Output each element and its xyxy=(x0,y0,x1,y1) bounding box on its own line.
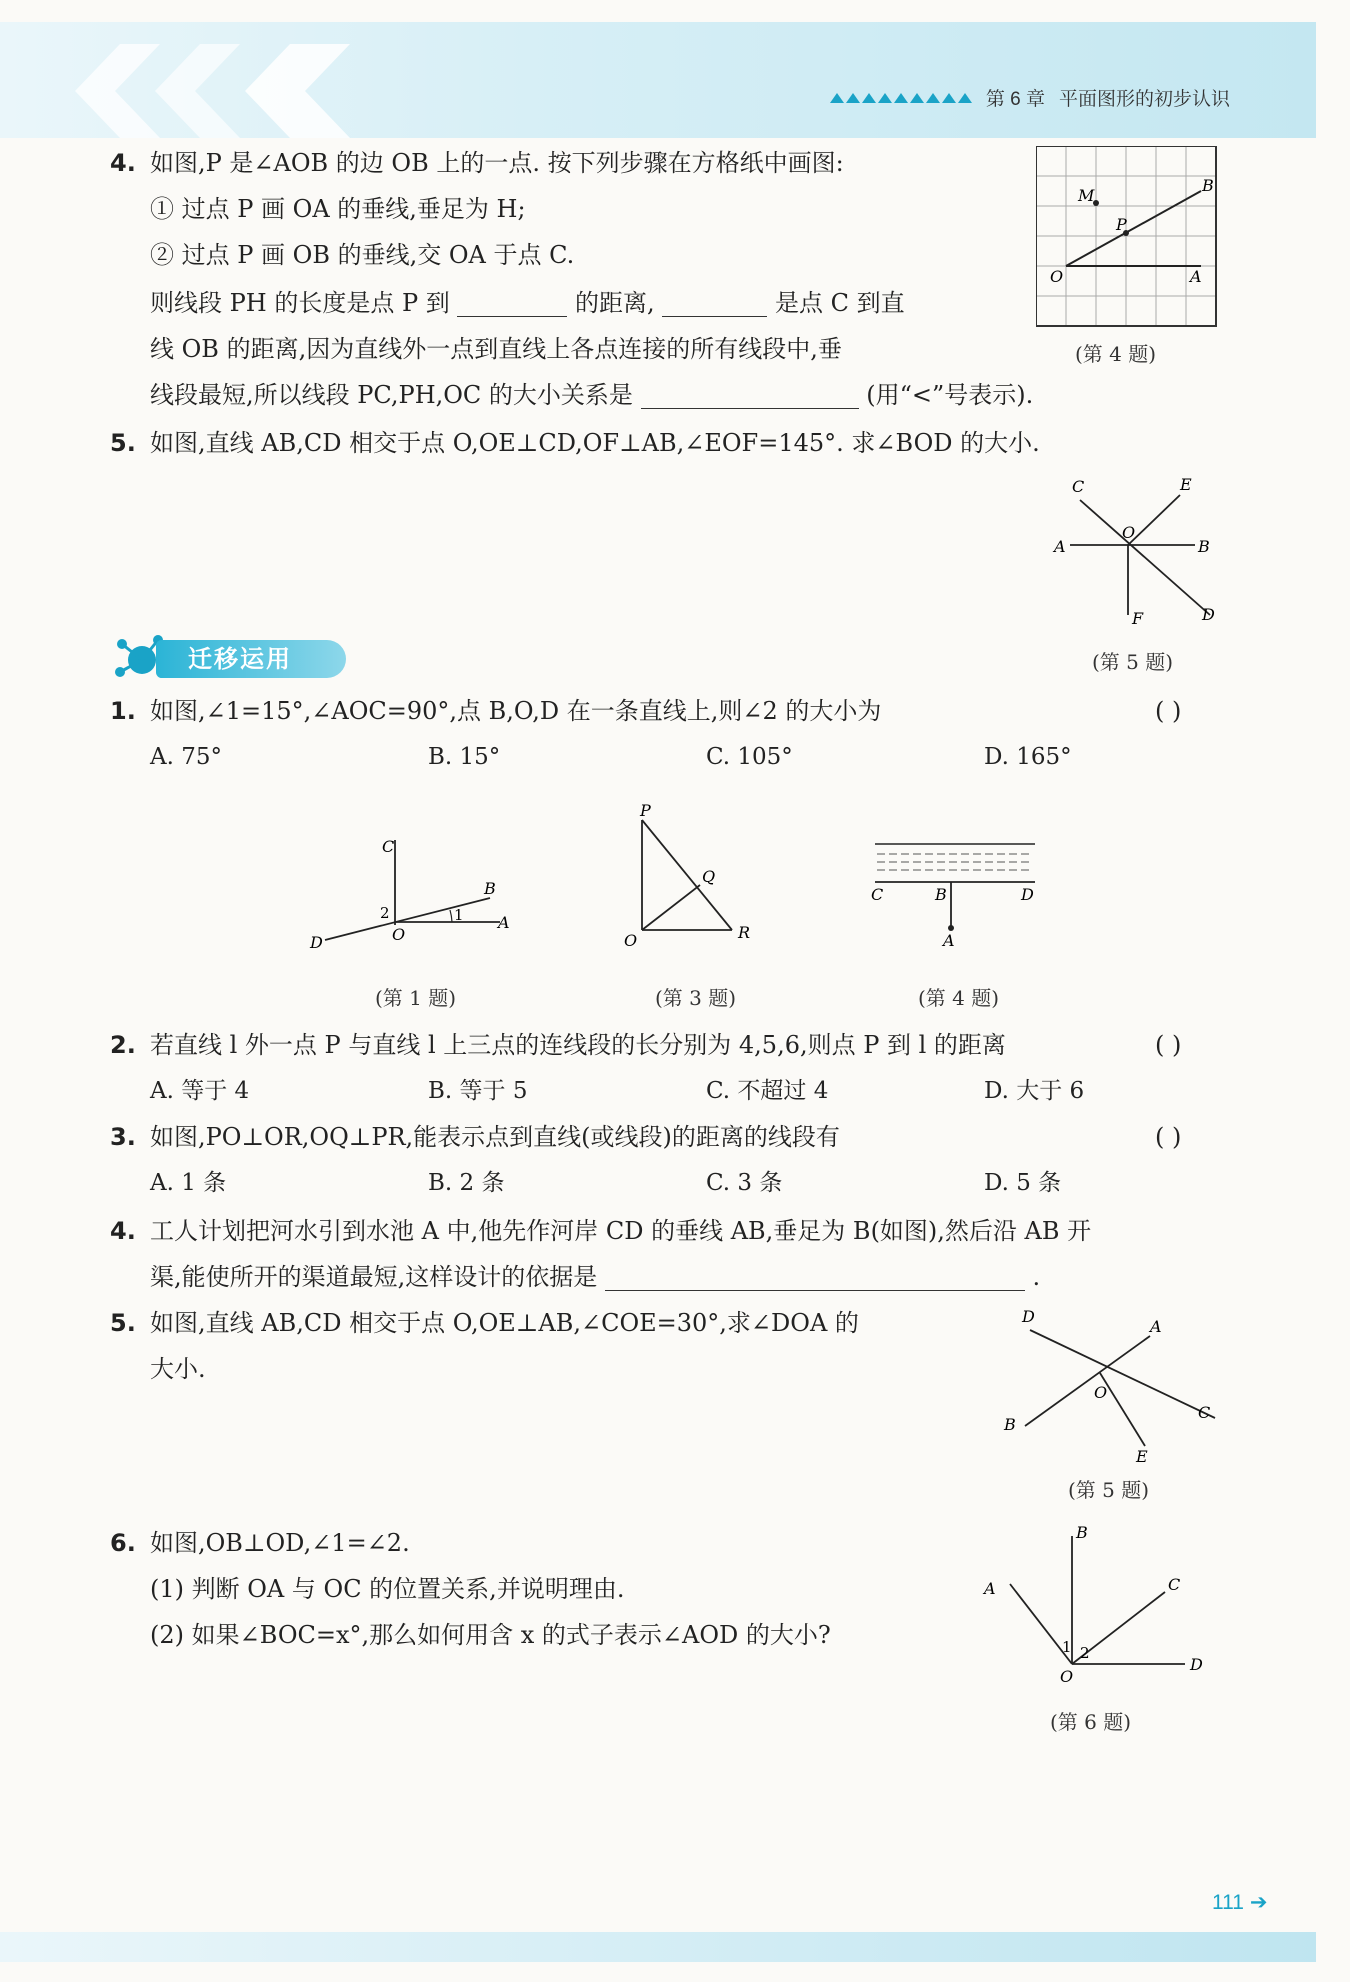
chapter-heading xyxy=(830,84,1230,111)
svg-text:A: A xyxy=(943,931,955,950)
svg-text:A: A xyxy=(1150,1317,1162,1336)
svg-text:A: A xyxy=(1054,537,1066,556)
arrow-right-icon: ➔ xyxy=(1249,1891,1268,1914)
svg-text:C: C xyxy=(1198,1403,1211,1422)
svg-text:B: B xyxy=(1076,1524,1088,1542)
chapter-title: 平面图形的初步认识 xyxy=(1058,89,1230,110)
option-b[interactable]: B. 15° xyxy=(428,744,501,770)
svg-text:D: D xyxy=(1202,605,1215,624)
svg-text:M: M xyxy=(1078,186,1095,205)
svg-text:O: O xyxy=(1122,523,1136,542)
chevron-decoration xyxy=(60,44,380,138)
svg-text:Q: Q xyxy=(702,867,716,886)
answer-blank-1[interactable] xyxy=(457,286,567,317)
figure-q4-s2 xyxy=(865,838,1045,958)
footer-bar xyxy=(0,1932,1316,1962)
caption-q5-s1: (第 5 题) xyxy=(1092,650,1174,674)
svg-text:E: E xyxy=(1136,1447,1148,1466)
option-d[interactable]: D. 5 条 xyxy=(984,1170,1062,1196)
section-title: 迁移运用 xyxy=(156,640,346,678)
option-b[interactable]: B. 等于 5 xyxy=(428,1078,528,1104)
svg-text:O: O xyxy=(1050,267,1064,286)
svg-text:D: D xyxy=(1021,885,1034,904)
svg-text:B: B xyxy=(935,885,947,904)
answer-blank-2[interactable] xyxy=(662,286,767,317)
caption-q5-s2: (第 5 题) xyxy=(1068,1478,1150,1502)
figure-grid-q4 xyxy=(1036,146,1226,332)
option-a[interactable]: A. 75° xyxy=(150,744,222,770)
caption-q4: (第 4 题) xyxy=(1075,342,1157,366)
svg-text:B: B xyxy=(1004,1415,1016,1434)
svg-text:C: C xyxy=(1072,477,1085,496)
svg-text:P: P xyxy=(640,801,651,820)
s2-q2-answer-paren[interactable]: ( ) xyxy=(1155,1031,1182,1059)
svg-text:2: 2 xyxy=(380,904,390,922)
s2-q2-options xyxy=(150,1068,1262,1114)
page-header xyxy=(0,22,1316,138)
svg-text:2: 2 xyxy=(1080,1644,1090,1662)
option-c[interactable]: C. 不超过 4 xyxy=(706,1078,829,1104)
svg-text:D: D xyxy=(1022,1307,1035,1326)
page-number: 111 ➔ xyxy=(1212,1890,1268,1914)
svg-text:1: 1 xyxy=(1062,1638,1072,1656)
svg-text:O: O xyxy=(1060,1667,1074,1684)
s2-q3-answer-paren[interactable]: ( ) xyxy=(1155,1123,1182,1151)
svg-text:D: D xyxy=(310,933,323,952)
option-d[interactable]: D. 大于 6 xyxy=(984,1078,1085,1104)
caption-q4-s2: (第 4 题) xyxy=(918,986,1000,1010)
svg-text:F: F xyxy=(1132,609,1144,628)
svg-text:C: C xyxy=(382,837,395,856)
figure-q3-s2 xyxy=(620,800,760,950)
svg-text:1: 1 xyxy=(454,906,464,924)
option-a[interactable]: A. 等于 4 xyxy=(150,1078,250,1104)
chapter-number: 第 6 章 xyxy=(985,89,1045,110)
svg-text:E: E xyxy=(1180,475,1192,494)
svg-text:D: D xyxy=(1190,1655,1203,1674)
svg-text:B: B xyxy=(1202,176,1214,195)
svg-text:O: O xyxy=(1094,1383,1108,1402)
svg-text:O: O xyxy=(624,931,638,950)
svg-text:A: A xyxy=(984,1579,996,1598)
s2-q3-options xyxy=(150,1160,1262,1206)
answer-blank-4[interactable] xyxy=(605,1260,1025,1291)
section-header xyxy=(112,632,352,684)
svg-text:B: B xyxy=(1198,537,1210,556)
figure-q1-s2 xyxy=(300,830,520,960)
svg-text:A: A xyxy=(498,913,510,932)
s2-q1-options xyxy=(150,734,1262,780)
option-b[interactable]: B. 2 条 xyxy=(428,1170,505,1196)
svg-text:B: B xyxy=(484,879,496,898)
svg-text:O: O xyxy=(392,925,406,944)
figure-q5-s1 xyxy=(1050,470,1230,630)
option-a[interactable]: A. 1 条 xyxy=(150,1170,227,1196)
svg-text:A: A xyxy=(1190,267,1202,286)
caption-q6-s2: (第 6 题) xyxy=(1050,1710,1132,1734)
answer-blank-3[interactable] xyxy=(641,378,859,409)
svg-text:R: R xyxy=(738,923,751,942)
figure-q5-s2 xyxy=(1000,1306,1240,1466)
triangle-pattern-icon xyxy=(830,93,972,103)
svg-text:C: C xyxy=(871,885,884,904)
caption-q3-s2: (第 3 题) xyxy=(655,986,737,1010)
svg-text:P: P xyxy=(1116,215,1127,234)
caption-q1-s2: (第 1 题) xyxy=(375,986,457,1010)
s2-q1-answer-paren[interactable]: ( ) xyxy=(1155,697,1182,725)
option-c[interactable]: C. 3 条 xyxy=(706,1170,783,1196)
option-d[interactable]: D. 165° xyxy=(984,744,1072,770)
option-c[interactable]: C. 105° xyxy=(706,744,793,770)
svg-text:C: C xyxy=(1168,1575,1181,1594)
figure-q6-s2 xyxy=(980,1524,1220,1684)
